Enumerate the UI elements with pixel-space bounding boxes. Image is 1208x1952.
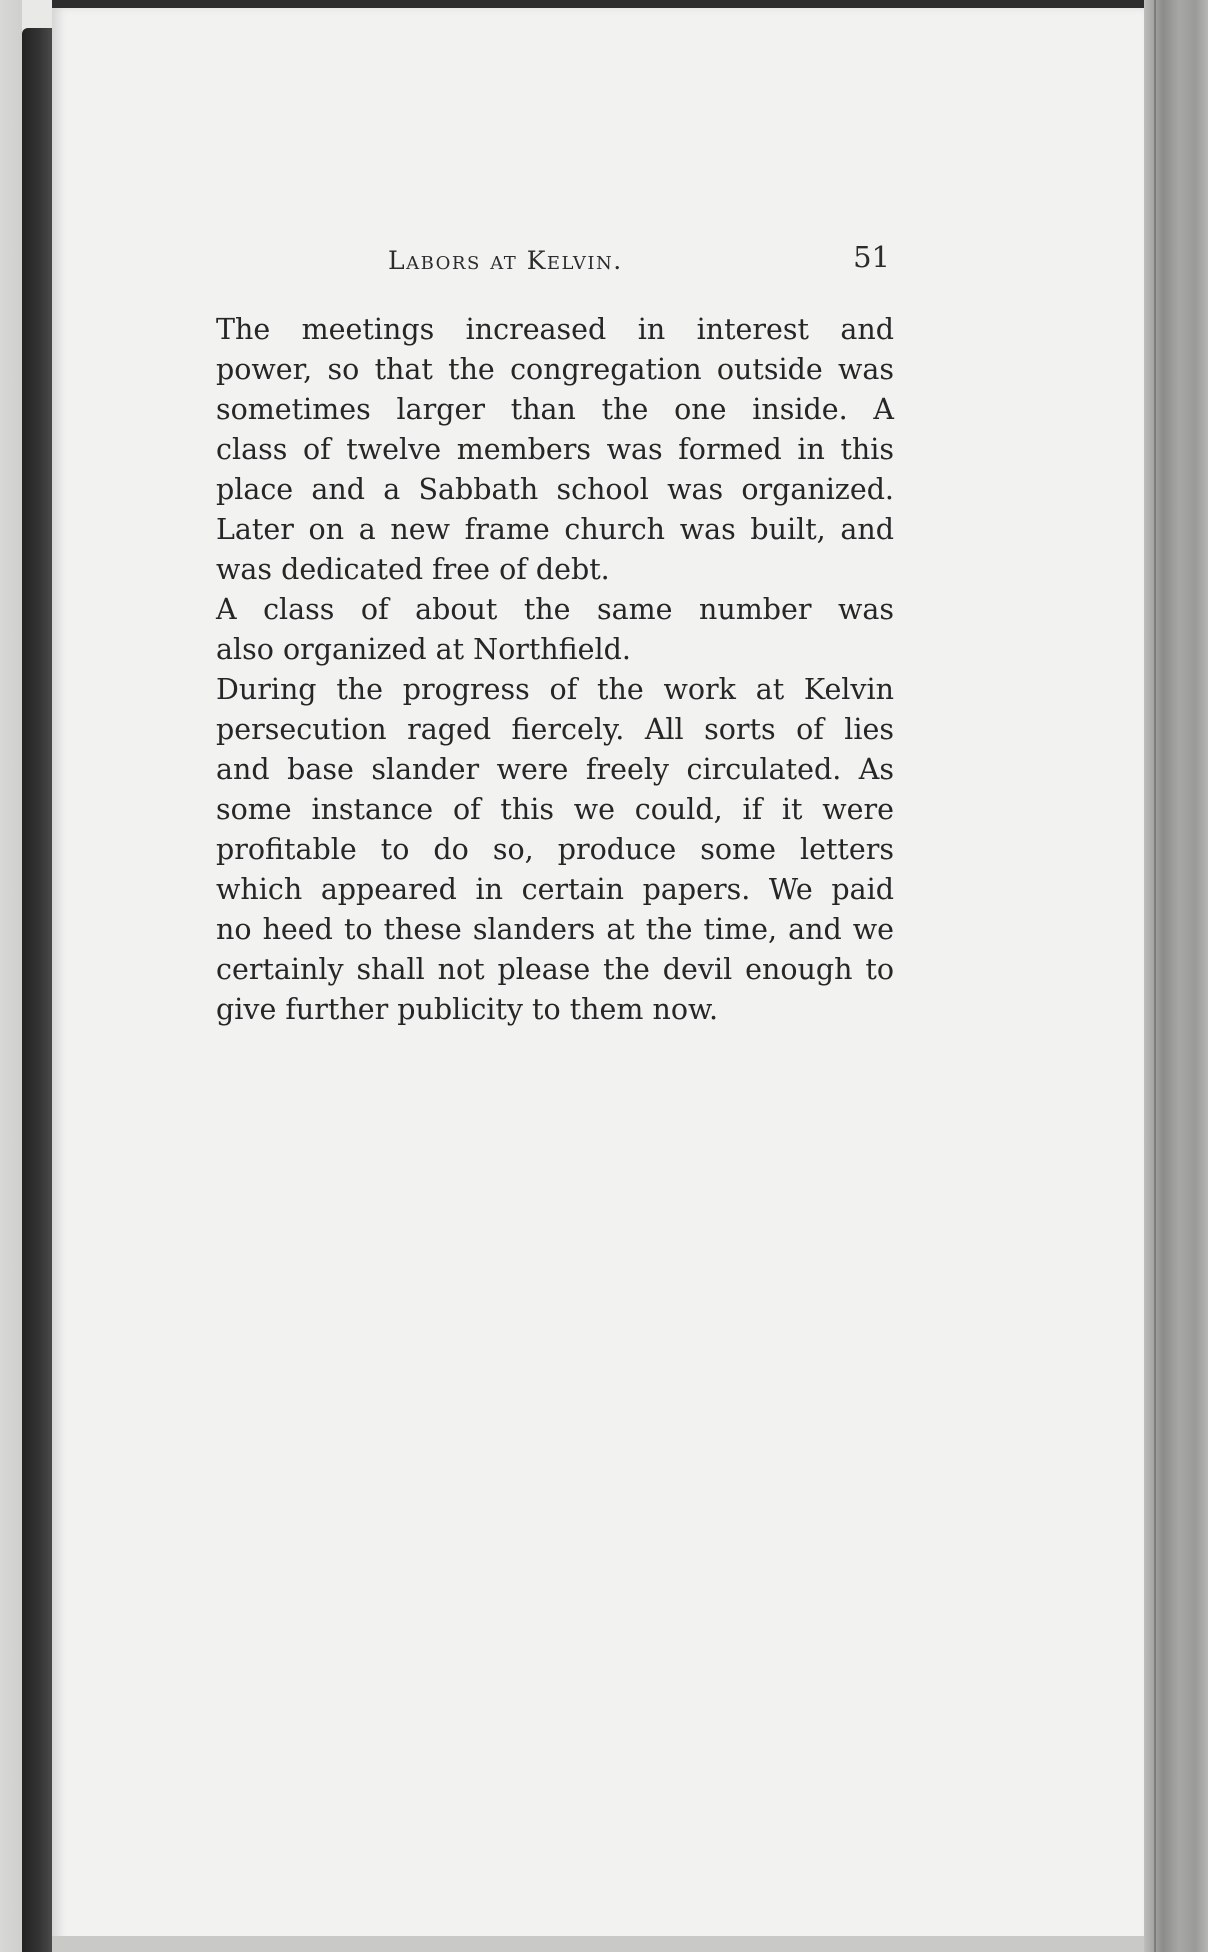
text-line: place and a Sabbath school was organized. [216, 473, 894, 506]
page-fore-edge [1144, 0, 1208, 1952]
text-line: Later on a new frame church was built, and [216, 513, 894, 546]
bottom-page-edge [52, 1936, 1144, 1952]
text-line: also organized at Northfield. [216, 633, 631, 666]
text-line: profitable to do so, produce some letters [216, 833, 894, 866]
book-spine-shadow [22, 28, 52, 1952]
text-line: no heed to these slanders at the time, and we [216, 913, 894, 946]
text-line: During the progress of the work at Kelvin [216, 673, 894, 706]
text-line: and base slander were freely circulated. As [216, 753, 894, 786]
text-line: class of twelve members was formed in this [216, 433, 894, 466]
text-line: give further publicity to them now. [216, 993, 719, 1026]
text-line: sometimes larger than the one inside. A [216, 393, 894, 426]
page-number: 51 [853, 240, 890, 274]
body-text [180, 310, 894, 1030]
text-line: certainly shall not please the devil enough to [216, 953, 894, 986]
text-line: persecution raged fiercely. All sorts of lies [216, 713, 894, 746]
text-line: was dedicated free of debt. [216, 553, 610, 586]
paragraph-3 [180, 670, 894, 1030]
text-line: some instance of this we could, if it were [216, 793, 894, 826]
paragraph-1 [180, 310, 894, 590]
facing-page-edge [0, 0, 22, 1952]
text-line: A class of about the same number was [216, 593, 894, 626]
running-head-title: Labors at Kelvin. [388, 246, 623, 275]
text-line: The meetings increased in interest and [216, 313, 894, 346]
text-line: power, so that the congregation outside was [216, 353, 894, 386]
running-head [178, 240, 896, 280]
paragraph-2 [180, 590, 894, 670]
text-line: which appeared in certain papers. We paid [216, 873, 894, 906]
top-scan-border [52, 0, 1144, 8]
